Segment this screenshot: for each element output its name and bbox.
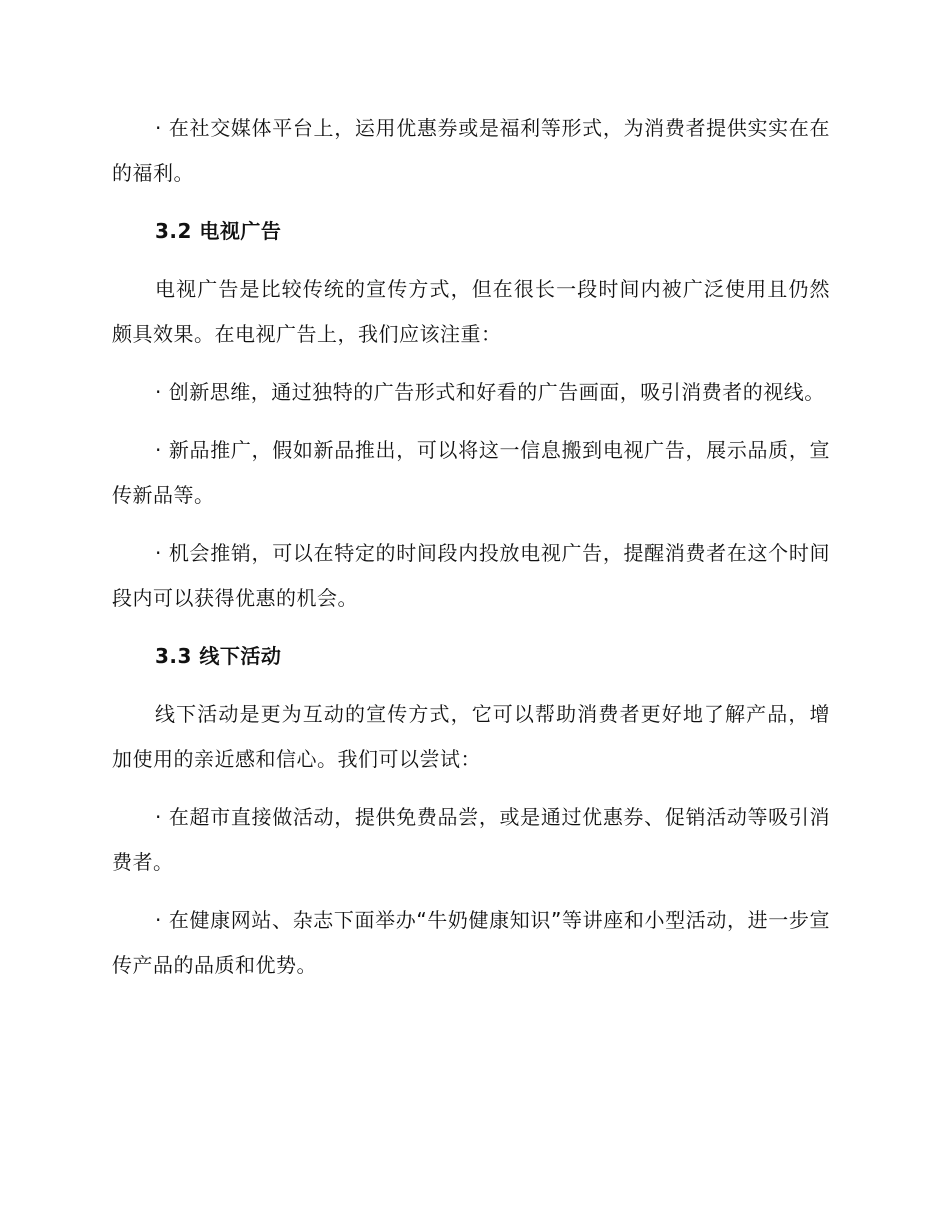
tv-ads-intro-paragraph: 电视广告是比较传统的宣传方式，但在很长一段时间内被广泛使用且仍然颇具效果。在电视广告上，我们应该注重： <box>112 277 830 346</box>
document-page <box>112 106 830 1001</box>
section-heading-offline-activities: 3.3 线下活动 <box>155 644 282 668</box>
bullet-creative-thinking: · 创新思维，通过独特的广告形式和好看的广告画面，吸引消费者的视线。 <box>155 380 825 404</box>
bullet-new-product-promotion: · 新品推广，假如新品推出，可以将这一信息搬到电视广告，展示品质，宣传新品等。 <box>112 438 830 507</box>
bullet-health-lectures: · 在健康网站、杂志下面举办“牛奶健康知识”等讲座和小型活动，进一步宣传产品的品质和优势。 <box>112 908 830 977</box>
bullet-social-media-coupons: · 在社交媒体平台上，运用优惠券或是福利等形式，为消费者提供实实在在的福利。 <box>112 116 830 185</box>
bullet-opportunity-selling: · 机会推销，可以在特定的时间段内投放电视广告，提醒消费者在这个时间段内可以获得优惠的机会。 <box>112 541 830 610</box>
bullet-supermarket-events: · 在超市直接做活动，提供免费品尝，或是通过优惠券、促销活动等吸引消费者。 <box>112 805 830 874</box>
section-heading-tv-ads: 3.2 电视广告 <box>155 219 282 243</box>
offline-activities-intro-paragraph: 线下活动是更为互动的宣传方式，它可以帮助消费者更好地了解产品，增加使用的亲近感和信心。我们可以尝试： <box>112 702 830 771</box>
